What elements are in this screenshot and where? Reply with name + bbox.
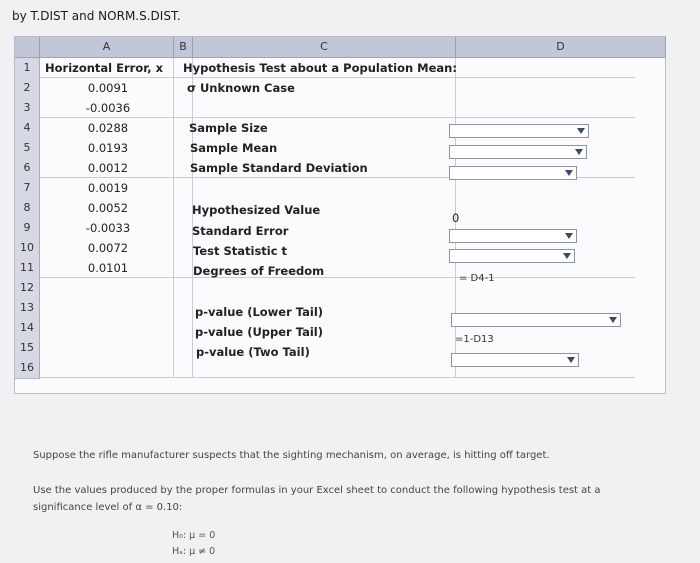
cell-a-value[interactable]: 0.0193: [87, 141, 129, 155]
row-header[interactable]: 9: [15, 218, 40, 239]
cell-a-value[interactable]: 0.0288: [87, 121, 129, 135]
question-text-1: Suppose the rifle manufacturer suspects that the sighting mechanism, on average, is hitting off target.: [33, 450, 550, 461]
row-header[interactable]: 3: [15, 98, 40, 119]
gridline: [173, 58, 174, 378]
cell-a-value[interactable]: 0.0019: [87, 181, 129, 195]
cell-a-value[interactable]: 0.0091: [87, 81, 129, 95]
null-hypothesis: H₀: μ = 0: [172, 530, 216, 541]
row-header[interactable]: 14: [15, 318, 40, 339]
column-header-a[interactable]: A: [40, 37, 174, 58]
page-header: by T.DIST and NORM.S.DIST.: [12, 9, 181, 23]
cell-c8-hyp-value[interactable]: Hypothesized Value: [192, 203, 321, 217]
dropdown-arrow-icon: [567, 357, 575, 363]
row-header[interactable]: 1: [15, 58, 40, 79]
column-header-b[interactable]: B: [174, 37, 193, 58]
cell-a-value[interactable]: 0.0072: [87, 241, 129, 255]
answer-dropdown-p-two[interactable]: [451, 353, 579, 367]
gridline: [40, 377, 635, 378]
dropdown-arrow-icon: [609, 317, 617, 323]
row-header[interactable]: 12: [15, 278, 40, 299]
answer-dropdown-sample-sd[interactable]: [449, 166, 577, 180]
cell-c10-test-stat[interactable]: Test Statistic t: [193, 244, 288, 258]
cell-c5-sample-mean[interactable]: Sample Mean: [190, 141, 278, 155]
cell-d11-formula[interactable]: = D4-1: [459, 273, 495, 284]
cell-a-value[interactable]: 0.0012: [87, 161, 129, 175]
cell-c13-p-lower[interactable]: p-value (Lower Tail): [195, 305, 324, 319]
cell-c9-std-error[interactable]: Standard Error: [192, 224, 289, 238]
dropdown-arrow-icon: [563, 253, 571, 259]
column-header-d[interactable]: D: [456, 37, 666, 58]
cell-c2-subtitle[interactable]: σ Unknown Case: [187, 81, 295, 95]
cell-a1-header[interactable]: Horizontal Error, x: [45, 61, 163, 75]
cell-c6-sample-sd[interactable]: Sample Standard Deviation: [190, 161, 368, 175]
question-text-3: significance level of α = 0.10:: [33, 502, 183, 513]
answer-dropdown-sample-size[interactable]: [449, 124, 589, 138]
cell-c14-p-upper[interactable]: p-value (Upper Tail): [195, 325, 323, 339]
cell-a-value[interactable]: -0.0036: [85, 101, 131, 115]
corner-cell[interactable]: [15, 37, 40, 58]
spreadsheet: [14, 36, 666, 394]
row-header[interactable]: 7: [15, 178, 40, 199]
answer-dropdown-std-error[interactable]: [449, 229, 577, 243]
column-header-c[interactable]: C: [193, 37, 456, 58]
row-header[interactable]: 8: [15, 198, 40, 219]
dropdown-arrow-icon: [565, 233, 573, 239]
answer-dropdown-p-lower[interactable]: [451, 313, 621, 327]
row-header[interactable]: 11: [15, 258, 40, 279]
cell-c4-sample-size[interactable]: Sample Size: [189, 121, 268, 135]
row-header[interactable]: 16: [15, 358, 40, 379]
dropdown-arrow-icon: [575, 149, 583, 155]
row-header[interactable]: 10: [15, 238, 40, 259]
row-header[interactable]: 6: [15, 158, 40, 179]
row-header[interactable]: 2: [15, 78, 40, 99]
question-text-2: Use the values produced by the proper formulas in your Excel sheet to conduct the following hypothesis test at a: [33, 485, 601, 496]
cell-c1-title[interactable]: Hypothesis Test about a Population Mean:: [183, 61, 457, 75]
alternative-hypothesis: Hₐ: μ ≠ 0: [172, 546, 216, 557]
dropdown-arrow-icon: [577, 128, 585, 134]
dropdown-arrow-icon: [565, 170, 573, 176]
answer-dropdown-test-stat[interactable]: [449, 249, 575, 263]
cell-c15-p-two[interactable]: p-value (Two Tail): [196, 345, 310, 359]
cell-d8-value[interactable]: 0: [452, 211, 460, 225]
cell-c11-dof[interactable]: Degrees of Freedom: [193, 264, 325, 278]
row-header[interactable]: 15: [15, 338, 40, 359]
cell-d14-formula[interactable]: =1-D13: [455, 334, 494, 345]
row-header[interactable]: 13: [15, 298, 40, 319]
cell-a-value[interactable]: 0.0052: [87, 201, 129, 215]
row-header[interactable]: 4: [15, 118, 40, 139]
row-header[interactable]: 5: [15, 138, 40, 159]
cell-a-value[interactable]: -0.0033: [85, 221, 131, 235]
cell-a-value[interactable]: 0.0101: [87, 261, 129, 275]
answer-dropdown-sample-mean[interactable]: [449, 145, 587, 159]
